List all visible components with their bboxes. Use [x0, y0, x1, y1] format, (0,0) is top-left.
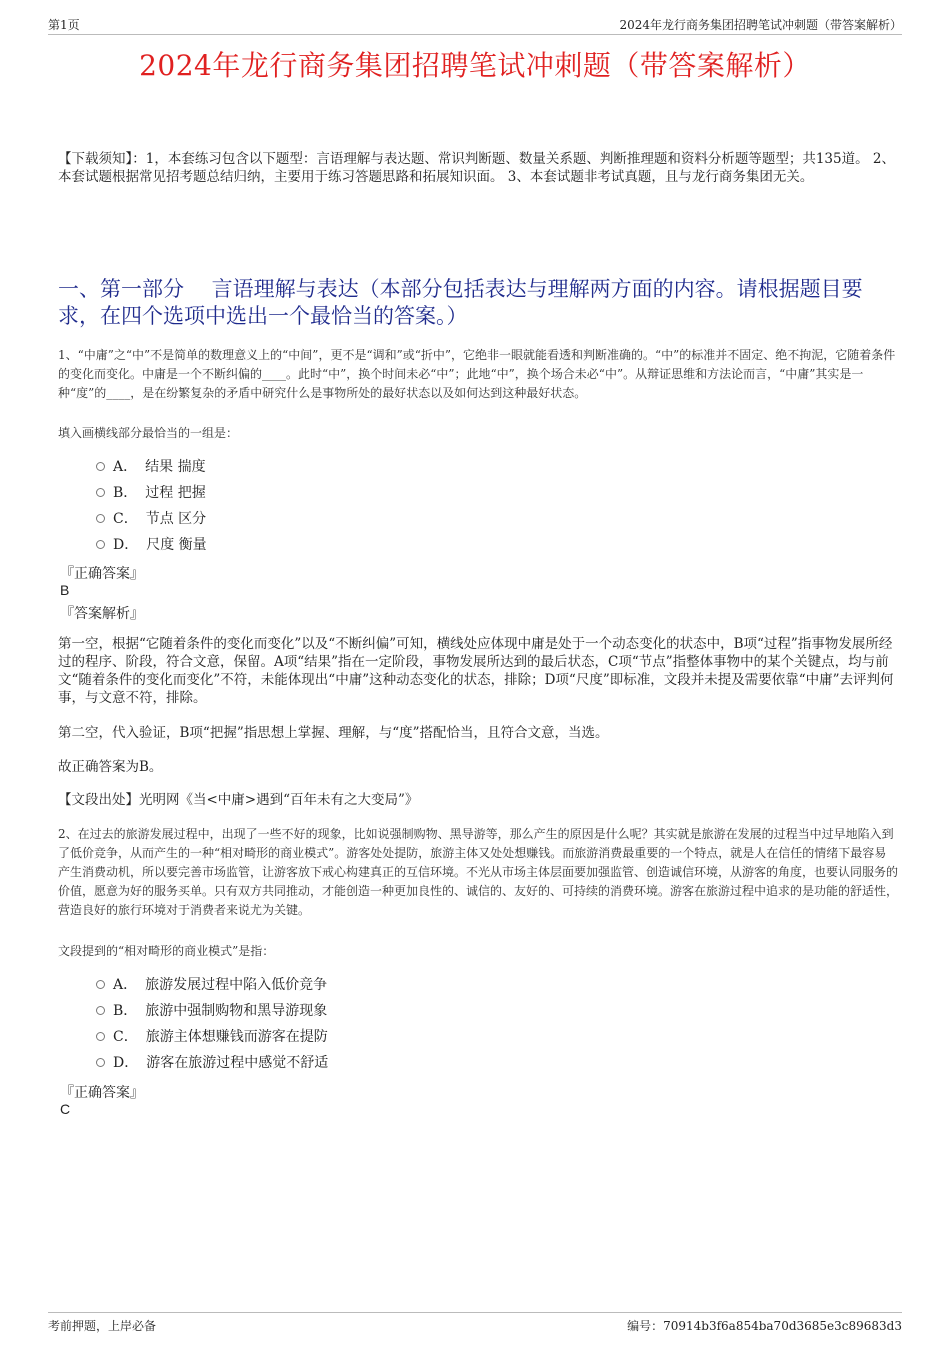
option-text: 旅游主体想赚钱而游客在提防: [145, 1029, 328, 1045]
radio-button[interactable]: [96, 488, 105, 497]
radio-button[interactable]: [96, 1032, 105, 1041]
page-footer: [48, 1312, 902, 1335]
radio-button[interactable]: [96, 462, 105, 471]
option-label: B．: [113, 485, 138, 501]
header-doc-title: 2024年龙行商务集团招聘笔试冲刺题（带答案解析）: [619, 18, 902, 32]
question-1-prompt: 填入画横线部分最恰当的一组是：: [58, 426, 239, 440]
analysis-paragraph-3: 故正确答案为B。: [58, 759, 163, 775]
radio-button[interactable]: [96, 980, 105, 989]
question-2-options: [96, 971, 328, 1075]
option-d[interactable]: [96, 1049, 328, 1075]
radio-button[interactable]: [96, 540, 105, 549]
page-title: 2024年龙行商务集团招聘笔试冲刺题（带答案解析）: [139, 49, 811, 82]
option-label: B．: [113, 1003, 138, 1019]
option-text: 游客在旅游过程中感觉不舒适: [146, 1055, 329, 1071]
radio-button[interactable]: [96, 1006, 105, 1015]
option-c[interactable]: [96, 505, 207, 531]
option-label: D．: [113, 537, 139, 553]
radio-button[interactable]: [96, 1058, 105, 1067]
answer-tag: 『正确答案』: [60, 566, 144, 582]
option-label: D．: [113, 1055, 139, 1071]
option-a[interactable]: [96, 971, 328, 997]
option-b[interactable]: [96, 479, 207, 505]
option-c[interactable]: [96, 1023, 328, 1049]
page-number: 第1页: [48, 18, 80, 32]
question-2-prompt: 文段提到的“相对畸形的商业模式”是指：: [58, 944, 275, 958]
option-text: 过程 把握: [145, 485, 206, 501]
analysis-tag: 『答案解析』: [60, 606, 144, 622]
download-notice: 【下载须知】：1，本套练习包含以下题型：言语理解与表达题、常识判断题、数量关系题、判断推理题和资料分析题等题型；共135道。 2、本套试题根据常见招考题总结归纳，主要用于练习答题思路和拓展知识面。 3、本套试题非考试真题，且与龙行商务集团无关。: [58, 151, 895, 185]
section-heading: 一、第一部分 言语理解与表达（本部分包括表达与理解两方面的内容。请根据题目要求，在四个选项中选出一个最恰当的答案。）: [58, 277, 863, 328]
question-1-stem: 1、“中庸”之“中”不是简单的数理意义上的“中间”，更不是“调和”或“折中”，它绝非一眼就能看透和判断准确的。“中”的标准并不固定、绝不拘泥，它随着条件的变化而变化。中庸是一个不断纠偏的____。此时“中”，换个时间未必“中”；此地“中”，换个场合未必“中”。从辩证思维和方法论而言，“中庸”其实是一种“度”的____，是在纷繁复杂的矛盾中研究什么是事物所处的最好状态以及如何达到这种最好状态。: [58, 348, 896, 400]
footer-slogan: 考前押题，上岸必备: [48, 1319, 157, 1333]
option-label: C．: [113, 511, 138, 527]
page-header: [48, 16, 902, 35]
option-label: A．: [113, 459, 138, 475]
answer-value: B: [60, 582, 70, 598]
option-text: 旅游发展过程中陷入低价竞争: [145, 977, 328, 993]
question-1-options: [96, 453, 207, 557]
option-d[interactable]: [96, 531, 207, 557]
radio-button[interactable]: [96, 514, 105, 523]
option-text: 尺度 衡量: [146, 537, 207, 553]
option-label: C．: [113, 1029, 138, 1045]
source-citation: 【文段出处】光明网《当<中庸>遇到“百年未有之大变局”》: [58, 792, 419, 808]
answer-tag: 『正确答案』: [60, 1085, 144, 1101]
option-text: 旅游中强制购物和黑导游现象: [145, 1003, 328, 1019]
footer-code: 编号：70914b3f6a854ba70d3685e3c89683d3: [627, 1319, 902, 1333]
option-b[interactable]: [96, 997, 328, 1023]
analysis-paragraph-2: 第二空，代入验证，B项“把握”指思想上掌握、理解，与“度”搭配恰当，且符合文意，当选。: [58, 725, 609, 741]
option-label: A．: [113, 977, 138, 993]
analysis-paragraph-1: 第一空，根据“它随着条件的变化而变化”以及“不断纠偏”可知，横线处应体现中庸是处于一个动态变化的状态中，B项“过程”指事物发展所经过的程序、阶段，符合文意，保留。A项“结果”指在一定阶段，事物发展所达到的最后状态，C项“节点”指整体事物中的某个关键点，均与前文“随着条件的变化而变化”不符，未能体现出“中庸”这种动态变化的状态，排除；D项“尺度”即标准，文段并未提及需要依靠“中庸”去评判何事，与文意不符，排除。: [58, 636, 894, 706]
option-a[interactable]: [96, 453, 207, 479]
question-2-stem: 2、在过去的旅游发展过程中，出现了一些不好的现象，比如说强制购物、黑导游等，那么产生的原因是什么呢？其实就是旅游在发展的过程当中过早地陷入到了低价竞争，从而产生的一种“相对畸形的商业模式”。游客处处提防，旅游主体又处处想赚钱。而旅游消费最重要的一个特点，就是人在信任的情绪下最容易产生消费动机，所以要完善市场监管，让游客放下戒心构建真正的互信环境。不光从市场主体层面要加强监管、创造诚信环境，从游客的角度，也要认同服务的价值，愿意为好的服务买单。只有双方共同推动，才能创造一种更加良性的、诚信的、友好的、可持续的消费环境。游客在旅游过程中追求的是功能的舒适性，营造良好的旅行环境对于消费者来说尤为关键。: [58, 827, 899, 917]
option-text: 结果 揣度: [145, 459, 206, 475]
answer-value: C: [60, 1101, 71, 1117]
option-text: 节点 区分: [145, 511, 207, 527]
